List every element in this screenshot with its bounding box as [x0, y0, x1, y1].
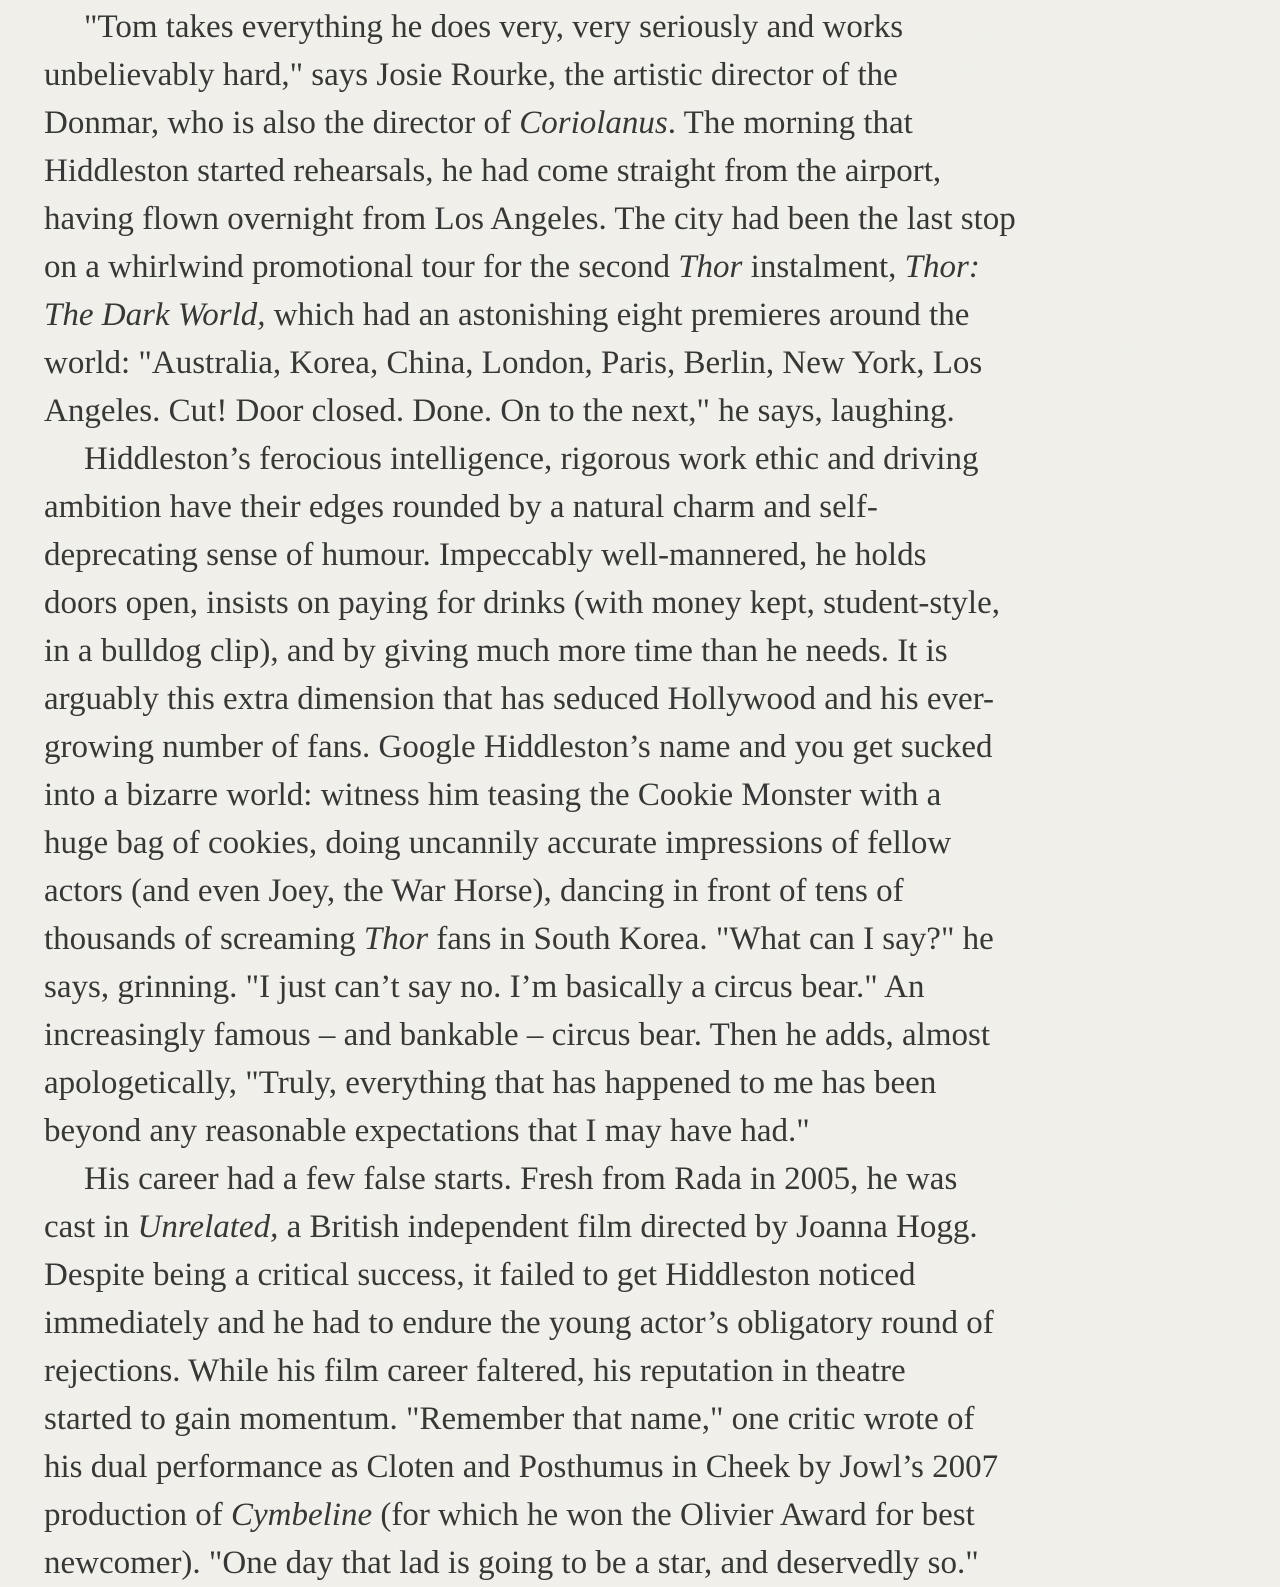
text-segment: instalment, — [742, 249, 905, 285]
text-segment: Despite being a critical success, it failed to get Hiddleston noticed — [44, 1257, 916, 1293]
text-segment: started to gain momentum. "Remember that name," one critic wrote of — [44, 1401, 975, 1437]
text-segment: Angeles. Cut! Door closed. Done. On to the next," he says, laughing. — [44, 393, 955, 429]
italic-text-segment: The Dark World, — [44, 297, 266, 333]
text-segment: which had an astonishing eight premieres around the — [265, 297, 970, 333]
text-line — [44, 195, 1140, 243]
text-line — [44, 1251, 1140, 1299]
text-line — [44, 771, 1140, 819]
text-segment: deprecating sense of humour. Impeccably well-mannered, he holds — [44, 537, 927, 573]
text-line — [44, 723, 1140, 771]
text-segment: immediately and he had to endure the young actor’s obligatory round of — [44, 1305, 994, 1341]
italic-text-segment: Thor — [363, 921, 429, 957]
text-segment: world: "Australia, Korea, China, London, Paris, Berlin, New York, Los — [44, 345, 983, 381]
text-line — [44, 483, 1140, 531]
text-line — [44, 1395, 1140, 1443]
text-segment: (for which he won the Olivier Award for best — [372, 1497, 975, 1533]
text-segment: Hiddleston started rehearsals, he had come straight from the airport, — [44, 153, 942, 189]
text-segment: thousands of screaming — [44, 921, 364, 957]
text-segment: beyond any reasonable expectations that I may have had." — [44, 1113, 810, 1149]
text-line — [44, 963, 1140, 1011]
italic-text-segment: Unrelated, — [137, 1209, 279, 1245]
text-line — [44, 1491, 1140, 1539]
text-line — [44, 627, 1140, 675]
text-line — [44, 579, 1140, 627]
text-segment: huge bag of cookies, doing uncannily accurate impressions of fellow — [44, 825, 952, 861]
text-line — [44, 675, 1140, 723]
text-segment: says, grinning. "I just can’t say no. I’m basically a circus bear." An — [44, 969, 925, 1005]
text-segment: "Tom takes everything he does very, very seriously and works — [84, 9, 904, 45]
text-line — [44, 1347, 1140, 1395]
paragraph — [44, 1155, 1140, 1587]
text-segment: ambition have their edges rounded by a natural charm and self- — [44, 489, 878, 525]
text-line — [44, 531, 1140, 579]
text-line — [44, 339, 1140, 387]
text-segment: cast in — [44, 1209, 138, 1245]
text-line — [44, 915, 1140, 963]
text-line — [44, 1059, 1140, 1107]
text-line — [44, 3, 1140, 51]
text-segment: Donmar, who is also the director of — [44, 105, 520, 141]
italic-text-segment: Thor: — [904, 249, 980, 285]
text-segment: into a bizarre world: witness him teasing the Cookie Monster with a — [44, 777, 942, 813]
text-line — [44, 387, 1140, 435]
text-line — [44, 1107, 1140, 1155]
italic-text-segment: Cymbeline — [230, 1497, 373, 1533]
text-segment: production of — [44, 1497, 231, 1533]
text-line — [44, 1011, 1140, 1059]
text-line — [44, 1539, 1140, 1587]
text-segment: newcomer). "One day that lad is going to be a star, and deservedly so." — [44, 1545, 979, 1581]
italic-text-segment: Coriolanus — [519, 105, 668, 141]
text-segment: fans in South Korea. "What can I say?" he — [428, 921, 994, 957]
text-segment: doors open, insists on paying for drinks (with money kept, student-style, — [44, 585, 1000, 621]
text-segment: Hiddleston’s ferocious intelligence, rigorous work ethic and driving — [84, 441, 979, 477]
text-line — [44, 435, 1140, 483]
text-line — [44, 99, 1140, 147]
text-segment: growing number of fans. Google Hiddleston’s name and you get sucked — [44, 729, 993, 765]
text-segment: unbelievably hard," says Josie Rourke, the artistic director of the — [44, 57, 898, 93]
text-segment: a British independent film directed by Joanna Hogg. — [278, 1209, 978, 1245]
text-segment: rejections. While his film career faltered, his reputation in theatre — [44, 1353, 906, 1389]
text-line — [44, 1155, 1140, 1203]
text-line — [44, 51, 1140, 99]
text-segment: in a bulldog clip), and by giving much more time than he needs. It is — [44, 633, 948, 669]
paragraph — [44, 435, 1140, 1155]
paragraph — [44, 3, 1140, 435]
text-segment: his dual performance as Cloten and Posthumus in Cheek by Jowl’s 2007 — [44, 1449, 999, 1485]
text-segment: having flown overnight from Los Angeles. The city had been the last stop — [44, 201, 1016, 237]
text-line — [44, 1203, 1140, 1251]
text-line — [44, 867, 1140, 915]
text-line — [44, 819, 1140, 867]
text-segment: actors (and even Joey, the War Horse), dancing in front of tens of — [44, 873, 904, 909]
text-segment: on a whirlwind promotional tour for the second — [44, 249, 679, 285]
text-line — [44, 1299, 1140, 1347]
text-segment: arguably this extra dimension that has seduced Hollywood and his ever- — [44, 681, 995, 717]
text-line — [44, 147, 1140, 195]
italic-text-segment: Thor — [678, 249, 743, 285]
text-segment: increasingly famous – and bankable – circus bear. Then he adds, almost — [44, 1017, 991, 1053]
text-line — [44, 1443, 1140, 1491]
text-segment: apologetically, "Truly, everything that has happened to me has been — [44, 1065, 937, 1101]
text-segment: His career had a few false starts. Fresh from Rada in 2005, he was — [84, 1161, 958, 1197]
text-segment: . The morning that — [667, 105, 913, 141]
text-line — [44, 291, 1140, 339]
text-line — [44, 243, 1140, 291]
